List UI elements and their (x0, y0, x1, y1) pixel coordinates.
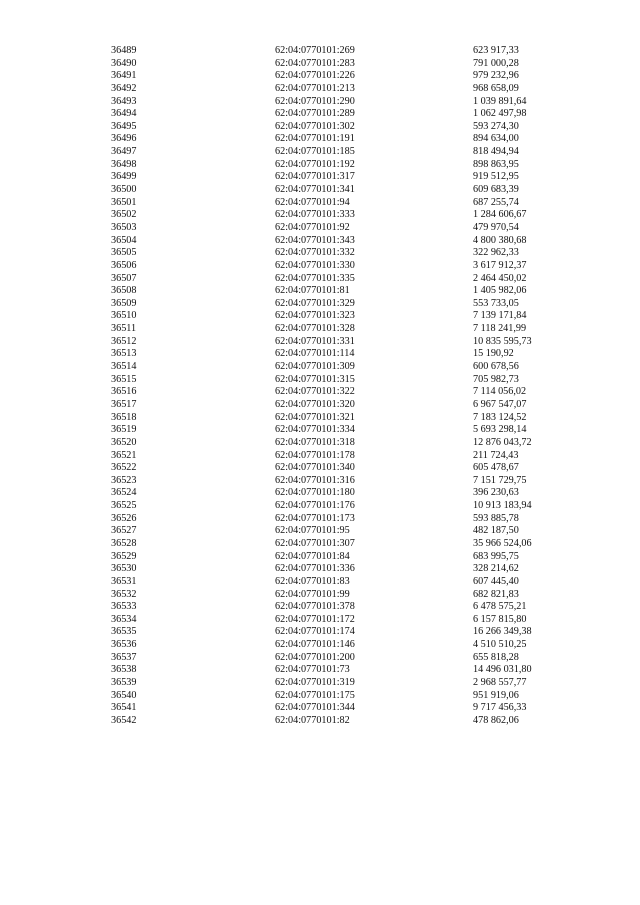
cadastral-number: 62:04:0770101:319 (275, 677, 355, 689)
cadastral-number: 62:04:0770101:178 (275, 449, 355, 461)
cadastral-value: 607 445,40 (473, 575, 519, 587)
row-number: 36498 (111, 158, 137, 170)
cadastral-value: 1 062 497,98 (473, 108, 527, 120)
cadastral-value: 15 190,92 (473, 348, 514, 360)
cadastral-number: 62:04:0770101:114 (275, 348, 355, 360)
cadastral-value: 605 478,67 (473, 462, 519, 474)
cadastral-number: 62:04:0770101:180 (275, 487, 355, 499)
table-row (0, 108, 640, 121)
data-table (0, 45, 640, 728)
row-number: 36535 (111, 626, 137, 638)
cadastral-value: 951 919,06 (473, 689, 519, 701)
table-row (0, 58, 640, 71)
cadastral-value: 4 800 380,68 (473, 234, 527, 246)
table-row (0, 500, 640, 513)
cadastral-number: 62:04:0770101:226 (275, 70, 355, 82)
cadastral-number: 62:04:0770101:192 (275, 158, 355, 170)
row-number: 36537 (111, 651, 137, 663)
row-number: 36519 (111, 424, 137, 436)
row-number: 36496 (111, 133, 137, 145)
table-row (0, 639, 640, 652)
table-row (0, 551, 640, 564)
cadastral-number: 62:04:0770101:176 (275, 500, 355, 512)
cadastral-value: 7 151 729,75 (473, 474, 527, 486)
cadastral-value: 16 266 349,38 (473, 626, 532, 638)
table-row (0, 437, 640, 450)
table-row (0, 475, 640, 488)
table-row (0, 626, 640, 639)
cadastral-value: 7 114 056,02 (473, 386, 527, 398)
cadastral-number: 62:04:0770101:307 (275, 537, 355, 549)
table-row (0, 336, 640, 349)
row-number: 36514 (111, 361, 137, 373)
cadastral-value: 894 634,00 (473, 133, 519, 145)
row-number: 36517 (111, 398, 137, 410)
row-number: 36503 (111, 221, 137, 233)
cadastral-value: 593 885,78 (473, 512, 519, 524)
cadastral-number: 62:04:0770101:213 (275, 82, 355, 94)
cadastral-number: 62:04:0770101:317 (275, 171, 355, 183)
table-row (0, 702, 640, 715)
cadastral-number: 62:04:0770101:81 (275, 285, 350, 297)
row-number: 36515 (111, 373, 137, 385)
cadastral-value: 6 478 575,21 (473, 601, 527, 613)
table-row (0, 235, 640, 248)
cadastral-value: 2 968 557,77 (473, 677, 527, 689)
cadastral-value: 682 821,83 (473, 588, 519, 600)
cadastral-value: 818 494,94 (473, 146, 519, 158)
table-row (0, 70, 640, 83)
row-number: 36493 (111, 95, 137, 107)
cadastral-number: 62:04:0770101:290 (275, 95, 355, 107)
cadastral-value: 5 693 298,14 (473, 424, 527, 436)
row-number: 36541 (111, 702, 137, 714)
cadastral-value: 593 274,30 (473, 120, 519, 132)
row-number: 36539 (111, 677, 137, 689)
table-row (0, 323, 640, 336)
row-number: 36499 (111, 171, 137, 183)
table-row (0, 159, 640, 172)
row-number: 36491 (111, 70, 137, 82)
row-number: 36528 (111, 537, 137, 549)
table-row (0, 146, 640, 159)
table-row (0, 576, 640, 589)
row-number: 36530 (111, 563, 137, 575)
cadastral-number: 62:04:0770101:269 (275, 45, 355, 56)
row-number: 36540 (111, 689, 137, 701)
cadastral-value: 1 284 606,67 (473, 209, 527, 221)
cadastral-number: 62:04:0770101:174 (275, 626, 355, 638)
table-row (0, 513, 640, 526)
table-row (0, 361, 640, 374)
cadastral-value: 322 962,33 (473, 247, 519, 259)
cadastral-value: 6 157 815,80 (473, 613, 527, 625)
cadastral-number: 62:04:0770101:200 (275, 651, 355, 663)
table-row (0, 374, 640, 387)
cadastral-value: 968 658,09 (473, 82, 519, 94)
table-row (0, 45, 640, 58)
row-number: 36508 (111, 285, 137, 297)
table-row (0, 96, 640, 109)
row-number: 36522 (111, 462, 137, 474)
cadastral-number: 62:04:0770101:331 (275, 335, 355, 347)
cadastral-number: 62:04:0770101:340 (275, 462, 355, 474)
table-row (0, 260, 640, 273)
table-row (0, 589, 640, 602)
cadastral-value: 396 230,63 (473, 487, 519, 499)
table-row (0, 450, 640, 463)
table-row (0, 664, 640, 677)
row-number: 36518 (111, 411, 137, 423)
cadastral-value: 553 733,05 (473, 297, 519, 309)
cadastral-number: 62:04:0770101:333 (275, 209, 355, 221)
table-row (0, 273, 640, 286)
table-row (0, 310, 640, 323)
table-row (0, 298, 640, 311)
cadastral-value: 2 464 450,02 (473, 272, 527, 284)
table-row (0, 677, 640, 690)
row-number: 36526 (111, 512, 137, 524)
table-row (0, 348, 640, 361)
row-number: 36521 (111, 449, 137, 461)
cadastral-value: 1 405 982,06 (473, 285, 527, 297)
row-number: 36523 (111, 474, 137, 486)
row-number: 36504 (111, 234, 137, 246)
cadastral-value: 7 118 241,99 (473, 323, 527, 335)
row-number: 36495 (111, 120, 137, 132)
row-number: 36525 (111, 500, 137, 512)
row-number: 36502 (111, 209, 137, 221)
cadastral-value: 35 966 524,06 (473, 537, 532, 549)
row-number: 36520 (111, 436, 137, 448)
cadastral-number: 62:04:0770101:322 (275, 386, 355, 398)
cadastral-value: 7 183 124,52 (473, 411, 527, 423)
table-row (0, 424, 640, 437)
cadastral-value: 479 970,54 (473, 221, 519, 233)
cadastral-value: 7 139 171,84 (473, 310, 527, 322)
cadastral-value: 3 617 912,37 (473, 259, 527, 271)
cadastral-number: 62:04:0770101:99 (275, 588, 350, 600)
table-row (0, 197, 640, 210)
cadastral-value: 655 818,28 (473, 651, 519, 663)
cadastral-number: 62:04:0770101:82 (275, 714, 350, 726)
row-number: 36529 (111, 550, 137, 562)
cadastral-number: 62:04:0770101:330 (275, 259, 355, 271)
row-number: 36501 (111, 196, 137, 208)
cadastral-number: 62:04:0770101:84 (275, 550, 350, 562)
cadastral-number: 62:04:0770101:335 (275, 272, 355, 284)
cadastral-number: 62:04:0770101:320 (275, 398, 355, 410)
row-number: 36507 (111, 272, 137, 284)
cadastral-number: 62:04:0770101:329 (275, 297, 355, 309)
table-row (0, 133, 640, 146)
cadastral-number: 62:04:0770101:173 (275, 512, 355, 524)
row-number: 36516 (111, 386, 137, 398)
cadastral-value: 705 982,73 (473, 373, 519, 385)
table-row (0, 171, 640, 184)
cadastral-number: 62:04:0770101:315 (275, 373, 355, 385)
cadastral-number: 62:04:0770101:191 (275, 133, 355, 145)
cadastral-number: 62:04:0770101:323 (275, 310, 355, 322)
cadastral-value: 478 862,06 (473, 714, 519, 726)
cadastral-number: 62:04:0770101:336 (275, 563, 355, 575)
cadastral-value: 482 187,50 (473, 525, 519, 537)
row-number: 36533 (111, 601, 137, 613)
cadastral-value: 1 039 891,64 (473, 95, 527, 107)
cadastral-number: 62:04:0770101:332 (275, 247, 355, 259)
table-row (0, 412, 640, 425)
table-row (0, 601, 640, 614)
row-number: 36509 (111, 297, 137, 309)
table-row (0, 386, 640, 399)
table-row (0, 652, 640, 665)
row-number: 36510 (111, 310, 137, 322)
row-number: 36513 (111, 348, 137, 360)
cadastral-number: 62:04:0770101:318 (275, 436, 355, 448)
cadastral-value: 9 717 456,33 (473, 702, 527, 714)
table-row (0, 285, 640, 298)
cadastral-number: 62:04:0770101:92 (275, 221, 350, 233)
row-number: 36532 (111, 588, 137, 600)
cadastral-number: 62:04:0770101:334 (275, 424, 355, 436)
cadastral-value: 898 863,95 (473, 158, 519, 170)
row-number: 36534 (111, 613, 137, 625)
cadastral-number: 62:04:0770101:316 (275, 474, 355, 486)
cadastral-value: 623 917,33 (473, 45, 519, 56)
cadastral-value: 10 835 595,73 (473, 335, 532, 347)
row-number: 36527 (111, 525, 137, 537)
table-row (0, 563, 640, 576)
cadastral-number: 62:04:0770101:283 (275, 57, 355, 69)
table-row (0, 399, 640, 412)
table-row (0, 121, 640, 134)
cadastral-value: 211 724,43 (473, 449, 519, 461)
table-row (0, 487, 640, 500)
cadastral-value: 609 683,39 (473, 184, 519, 196)
cadastral-number: 62:04:0770101:185 (275, 146, 355, 158)
cadastral-value: 791 000,28 (473, 57, 519, 69)
cadastral-number: 62:04:0770101:341 (275, 184, 355, 196)
cadastral-value: 687 255,74 (473, 196, 519, 208)
cadastral-number: 62:04:0770101:378 (275, 601, 355, 613)
cadastral-number: 62:04:0770101:302 (275, 120, 355, 132)
row-number: 36511 (111, 323, 137, 335)
cadastral-number: 62:04:0770101:73 (275, 664, 350, 676)
row-number: 36492 (111, 82, 137, 94)
cadastral-number: 62:04:0770101:172 (275, 613, 355, 625)
table-row (0, 209, 640, 222)
cadastral-value: 600 678,56 (473, 361, 519, 373)
table-row (0, 614, 640, 627)
cadastral-value: 6 967 547,07 (473, 398, 527, 410)
cadastral-value: 328 214,62 (473, 563, 519, 575)
row-number: 36531 (111, 575, 137, 587)
table-row (0, 184, 640, 197)
table-row (0, 690, 640, 703)
cadastral-number: 62:04:0770101:289 (275, 108, 355, 120)
cadastral-number: 62:04:0770101:146 (275, 639, 355, 651)
cadastral-number: 62:04:0770101:343 (275, 234, 355, 246)
row-number: 36500 (111, 184, 137, 196)
table-row (0, 538, 640, 551)
table-row (0, 462, 640, 475)
cadastral-number: 62:04:0770101:321 (275, 411, 355, 423)
table-row (0, 247, 640, 260)
cadastral-number: 62:04:0770101:83 (275, 575, 350, 587)
row-number: 36538 (111, 664, 137, 676)
row-number: 36497 (111, 146, 137, 158)
cadastral-value: 14 496 031,80 (473, 664, 532, 676)
cadastral-value: 4 510 510,25 (473, 639, 527, 651)
table-row (0, 715, 640, 728)
row-number: 36490 (111, 57, 137, 69)
table-row (0, 83, 640, 96)
row-number: 36494 (111, 108, 137, 120)
cadastral-number: 62:04:0770101:94 (275, 196, 350, 208)
row-number: 36536 (111, 639, 137, 651)
cadastral-value: 979 232,96 (473, 70, 519, 82)
row-number: 36512 (111, 335, 137, 347)
cadastral-number: 62:04:0770101:328 (275, 323, 355, 335)
row-number: 36489 (111, 45, 137, 56)
cadastral-number: 62:04:0770101:175 (275, 689, 355, 701)
table-row (0, 525, 640, 538)
cadastral-value: 12 876 043,72 (473, 436, 532, 448)
cadastral-number: 62:04:0770101:344 (275, 702, 355, 714)
cadastral-value: 919 512,95 (473, 171, 519, 183)
cadastral-number: 62:04:0770101:95 (275, 525, 350, 537)
cadastral-number: 62:04:0770101:309 (275, 361, 355, 373)
row-number: 36542 (111, 714, 137, 726)
row-number: 36506 (111, 259, 137, 271)
row-number: 36505 (111, 247, 137, 259)
row-number: 36524 (111, 487, 137, 499)
cadastral-value: 683 995,75 (473, 550, 519, 562)
cadastral-value: 10 913 183,94 (473, 500, 532, 512)
table-row (0, 222, 640, 235)
